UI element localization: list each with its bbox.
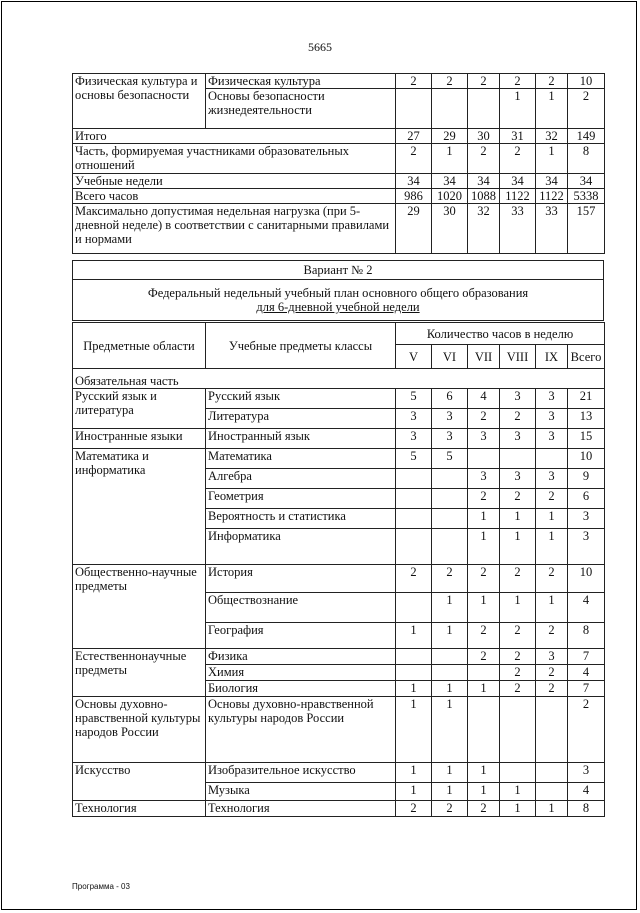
value-cell: 1: [396, 783, 432, 801]
plan-title: [73, 280, 604, 321]
value-cell: 2: [396, 74, 432, 89]
value-cell: 34: [568, 174, 605, 189]
value-cell: 2: [500, 565, 536, 593]
grade-header: IX: [536, 345, 568, 369]
value-cell: 6: [432, 389, 468, 409]
plan-title-line-2: для 6-дневной учебной недели: [256, 300, 420, 314]
value-cell: [396, 665, 432, 681]
value-cell: 2: [536, 665, 568, 681]
value-cell: 2: [500, 409, 536, 429]
variant-title: Вариант № 2: [73, 261, 604, 280]
table-row: [73, 280, 604, 321]
grade-header: Всего: [568, 345, 605, 369]
variant-header: [72, 260, 604, 321]
area-cell: Общественно-научные предметы: [73, 565, 206, 649]
value-cell: 13: [568, 409, 605, 429]
value-cell: 2: [468, 649, 500, 665]
value-cell: 2: [468, 144, 500, 174]
subject-cell: Русский язык: [206, 389, 396, 409]
value-cell: [432, 89, 468, 129]
value-cell: 1122: [500, 189, 536, 204]
footer-text: Программа - 03: [72, 882, 130, 891]
value-cell: [536, 449, 568, 469]
value-cell: 9: [568, 469, 605, 489]
subject-cell: Музыка: [206, 783, 396, 801]
table-row: [73, 449, 605, 469]
value-cell: 2: [500, 489, 536, 509]
header-area: Предметные области: [73, 323, 206, 369]
value-cell: 2: [500, 665, 536, 681]
table-row: [73, 763, 605, 783]
value-cell: 2: [536, 489, 568, 509]
value-cell: 34: [396, 174, 432, 189]
value-cell: 1: [468, 593, 500, 623]
subject-cell: Вероятность и статистика: [206, 509, 396, 529]
mandatory-label: Обязательная часть: [73, 369, 605, 389]
value-cell: 29: [432, 129, 468, 144]
value-cell: 30: [432, 204, 468, 254]
area-cell: Русский язык и литература: [73, 389, 206, 429]
value-cell: 986: [396, 189, 432, 204]
value-cell: 3: [536, 469, 568, 489]
value-cell: [432, 489, 468, 509]
value-cell: 8: [568, 623, 605, 649]
value-cell: [432, 509, 468, 529]
value-cell: 32: [536, 129, 568, 144]
table-row: [73, 74, 605, 89]
subject-cell: Иностранный язык: [206, 429, 396, 449]
value-cell: [536, 783, 568, 801]
value-cell: 1: [536, 89, 568, 129]
value-cell: [396, 509, 432, 529]
value-cell: 5: [396, 389, 432, 409]
value-cell: [468, 449, 500, 469]
subject-cell: Технология: [206, 801, 396, 817]
value-cell: [396, 489, 432, 509]
label-cell: Всего часов: [73, 189, 396, 204]
value-cell: 1: [500, 593, 536, 623]
value-cell: 34: [432, 174, 468, 189]
value-cell: 5: [432, 449, 468, 469]
value-cell: 34: [536, 174, 568, 189]
value-cell: [500, 449, 536, 469]
value-cell: 3: [500, 469, 536, 489]
value-cell: 1: [500, 509, 536, 529]
value-cell: 1088: [468, 189, 500, 204]
table-row: [73, 369, 605, 389]
area-cell: Основы духовно-нравственной культуры народов России: [73, 697, 206, 763]
value-cell: 6: [568, 489, 605, 509]
value-cell: 2: [500, 144, 536, 174]
table-row: [73, 129, 605, 144]
table-row: [73, 389, 605, 409]
page-number: 5665: [308, 40, 332, 54]
value-cell: 3: [568, 509, 605, 529]
table-row: [73, 801, 605, 817]
value-cell: 3: [468, 429, 500, 449]
value-cell: [468, 697, 500, 763]
area-cell: Физическая культура и основы безопасности: [73, 74, 206, 129]
value-cell: 1: [536, 509, 568, 529]
header-subject: Учебные предметы классы: [206, 323, 396, 369]
value-cell: 1: [432, 593, 468, 623]
value-cell: [432, 665, 468, 681]
value-cell: 15: [568, 429, 605, 449]
plan-title-line-1: Федеральный недельный учебный план основного общего образования: [147, 286, 529, 300]
value-cell: 1: [396, 763, 432, 783]
value-cell: 1: [468, 763, 500, 783]
value-cell: 3: [536, 649, 568, 665]
value-cell: 1: [500, 801, 536, 817]
value-cell: 1122: [536, 189, 568, 204]
value-cell: 2: [432, 74, 468, 89]
value-cell: 3: [432, 429, 468, 449]
subject-cell: Основы духовно-нравственной культуры народов России: [206, 697, 396, 763]
subject-cell: Информатика: [206, 529, 396, 565]
value-cell: 2: [536, 74, 568, 89]
value-cell: [468, 89, 500, 129]
table-row: [73, 174, 605, 189]
value-cell: [432, 529, 468, 565]
value-cell: 34: [468, 174, 500, 189]
grade-header: VIII: [500, 345, 536, 369]
subject-cell: География: [206, 623, 396, 649]
value-cell: [396, 89, 432, 129]
area-cell: Математика и информатика: [73, 449, 206, 565]
value-cell: 3: [500, 429, 536, 449]
value-cell: 2: [396, 565, 432, 593]
value-cell: 1: [432, 697, 468, 763]
value-cell: 2: [536, 565, 568, 593]
value-cell: 1: [536, 529, 568, 565]
value-cell: 2: [536, 623, 568, 649]
table-row: [73, 565, 605, 593]
top-table: [72, 73, 605, 254]
value-cell: 1: [468, 509, 500, 529]
subject-cell: Обществознание: [206, 593, 396, 623]
table-row: [73, 697, 605, 763]
value-cell: 3: [432, 409, 468, 429]
subject-cell: Основы безопасности жизнедеятельности: [206, 89, 396, 129]
header-hours: Количество часов в неделю: [396, 323, 605, 345]
value-cell: 2: [468, 74, 500, 89]
value-cell: 5338: [568, 189, 605, 204]
value-cell: 5: [396, 449, 432, 469]
value-cell: 3: [500, 389, 536, 409]
value-cell: 8: [568, 801, 605, 817]
value-cell: 1: [396, 697, 432, 763]
value-cell: 2: [500, 681, 536, 697]
value-cell: [536, 763, 568, 783]
value-cell: 1: [500, 89, 536, 129]
label-cell: Максимально допустимая недельная нагрузка (при 5-дневной неделе) в соответствии с санитарными правилами и нормами: [73, 204, 396, 254]
value-cell: 4: [568, 783, 605, 801]
area-cell: Иностранные языки: [73, 429, 206, 449]
value-cell: [500, 697, 536, 763]
value-cell: 8: [568, 144, 605, 174]
value-cell: 1: [432, 144, 468, 174]
subject-cell: Биология: [206, 681, 396, 697]
value-cell: 3: [396, 409, 432, 429]
value-cell: 29: [396, 204, 432, 254]
value-cell: 10: [568, 74, 605, 89]
value-cell: 1020: [432, 189, 468, 204]
value-cell: 33: [536, 204, 568, 254]
label-cell: Учебные недели: [73, 174, 396, 189]
table-row: [73, 144, 605, 174]
value-cell: 32: [468, 204, 500, 254]
subject-cell: Физическая культура: [206, 74, 396, 89]
value-cell: 4: [568, 665, 605, 681]
value-cell: 1: [468, 681, 500, 697]
value-cell: 1: [536, 144, 568, 174]
value-cell: 2: [396, 801, 432, 817]
table-row: [73, 649, 605, 665]
subject-cell: Физика: [206, 649, 396, 665]
value-cell: 7: [568, 681, 605, 697]
grade-header: VII: [468, 345, 500, 369]
value-cell: 4: [468, 389, 500, 409]
table-row: [73, 189, 605, 204]
value-cell: 3: [536, 389, 568, 409]
value-cell: [396, 469, 432, 489]
grade-header: V: [396, 345, 432, 369]
area-cell: Технология: [73, 801, 206, 817]
value-cell: 1: [432, 783, 468, 801]
value-cell: 1: [396, 681, 432, 697]
value-cell: 2: [468, 565, 500, 593]
value-cell: [396, 649, 432, 665]
value-cell: 2: [468, 409, 500, 429]
plan-table: [72, 322, 605, 817]
value-cell: 34: [500, 174, 536, 189]
subject-cell: Литература: [206, 409, 396, 429]
value-cell: 2: [568, 697, 605, 763]
value-cell: 2: [536, 681, 568, 697]
value-cell: 149: [568, 129, 605, 144]
area-cell: Естественнонаучные предметы: [73, 649, 206, 697]
subject-cell: Изобразительное искусство: [206, 763, 396, 783]
value-cell: 21: [568, 389, 605, 409]
value-cell: 2: [432, 801, 468, 817]
subject-cell: История: [206, 565, 396, 593]
value-cell: 7: [568, 649, 605, 665]
value-cell: 10: [568, 449, 605, 469]
value-cell: 1: [500, 783, 536, 801]
value-cell: 2: [468, 623, 500, 649]
value-cell: 3: [536, 409, 568, 429]
subject-cell: Алгебра: [206, 469, 396, 489]
value-cell: 2: [468, 801, 500, 817]
value-cell: 1: [536, 801, 568, 817]
table-row: [73, 204, 605, 254]
value-cell: 3: [568, 763, 605, 783]
value-cell: [500, 763, 536, 783]
value-cell: 157: [568, 204, 605, 254]
value-cell: 3: [396, 429, 432, 449]
value-cell: [396, 593, 432, 623]
value-cell: 4: [568, 593, 605, 623]
value-cell: 2: [396, 144, 432, 174]
value-cell: 2: [500, 623, 536, 649]
value-cell: 1: [432, 681, 468, 697]
value-cell: 2: [500, 74, 536, 89]
value-cell: 1: [396, 623, 432, 649]
value-cell: 10: [568, 565, 605, 593]
value-cell: 1: [432, 623, 468, 649]
value-cell: 2: [500, 649, 536, 665]
value-cell: [536, 697, 568, 763]
subject-cell: Геометрия: [206, 489, 396, 509]
value-cell: 1: [536, 593, 568, 623]
value-cell: 3: [568, 529, 605, 565]
value-cell: [432, 649, 468, 665]
value-cell: [396, 529, 432, 565]
subject-cell: Математика: [206, 449, 396, 469]
value-cell: 2: [468, 489, 500, 509]
table-row: [73, 429, 605, 449]
value-cell: 31: [500, 129, 536, 144]
grade-header: VI: [432, 345, 468, 369]
value-cell: 33: [500, 204, 536, 254]
label-cell: Часть, формируемая участниками образовательных отношений: [73, 144, 396, 174]
value-cell: 1: [432, 763, 468, 783]
value-cell: 3: [536, 429, 568, 449]
value-cell: 30: [468, 129, 500, 144]
value-cell: 3: [468, 469, 500, 489]
value-cell: 1: [468, 529, 500, 565]
header-row: [73, 323, 605, 345]
value-cell: 1: [500, 529, 536, 565]
value-cell: 2: [432, 565, 468, 593]
subject-cell: Химия: [206, 665, 396, 681]
area-cell: Искусство: [73, 763, 206, 801]
table-row: [73, 261, 604, 280]
value-cell: [432, 469, 468, 489]
value-cell: 2: [568, 89, 605, 129]
value-cell: [468, 665, 500, 681]
value-cell: 1: [468, 783, 500, 801]
value-cell: 27: [396, 129, 432, 144]
label-cell: Итого: [73, 129, 396, 144]
